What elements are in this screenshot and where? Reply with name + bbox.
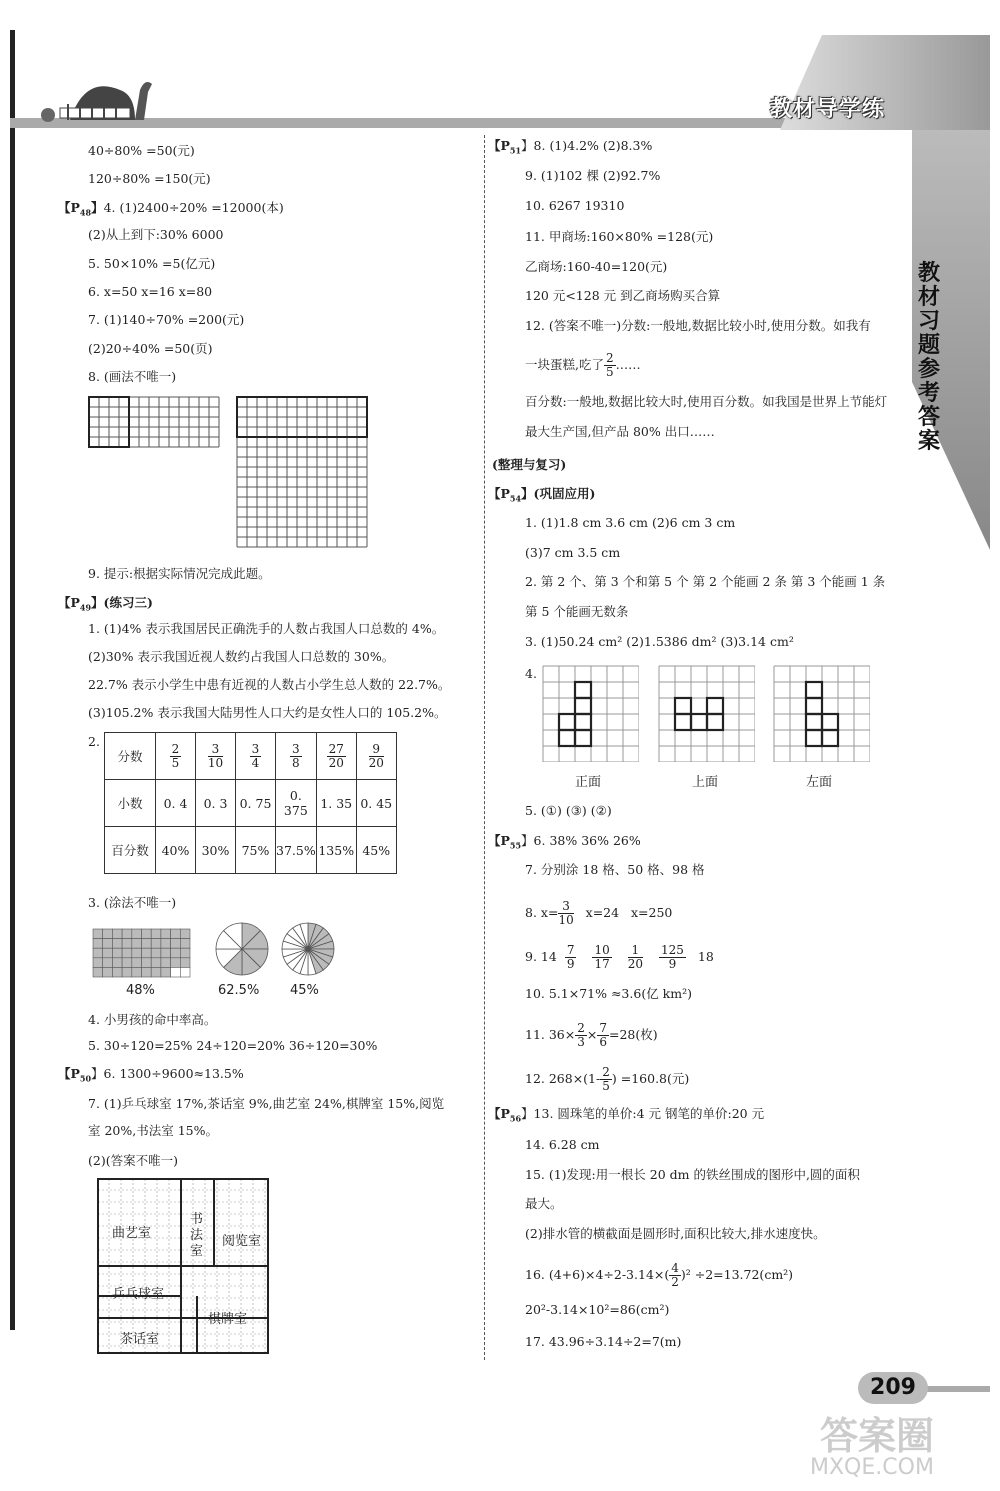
answer-line: 12. (答案不唯一)分数:一般地,数据比较小时,使用分数。如我有: [525, 318, 871, 333]
side-title: 教材习题参考答案: [918, 261, 941, 454]
answer-line: 17. 43.96÷3.14÷2=7(m): [525, 1334, 682, 1349]
room-label: 乒乓球室: [112, 1287, 165, 1302]
answer-line: 40÷80% =50(元): [88, 143, 195, 158]
grid-cell: [180, 929, 190, 939]
answer-line: 8. (画法不唯一): [88, 369, 177, 384]
grid-cell: [142, 967, 152, 977]
answer-line: 11. 甲商场:160×80% =128(元): [525, 229, 714, 244]
answer-line: 12. 268×(1- $\frac{2}{5}$ ) =160.8(元): [525, 1065, 690, 1093]
answer-line: 15. (1)发现:用一根长 20 dm 的铁丝围成的图形中,圆的面积: [525, 1167, 860, 1182]
fraction: $\frac{3}{10}$: [558, 899, 574, 927]
answer-line: 1. (1)1.8 cm 3.6 cm (2)6 cm 3 cm: [525, 515, 736, 530]
grid-cell: [112, 929, 122, 939]
grid-cell: [103, 958, 113, 968]
view-label: 上面: [692, 775, 719, 790]
table-cell: 0. 3: [196, 780, 236, 827]
grid-cell: [103, 939, 113, 949]
grid-cell: [112, 958, 122, 968]
view-cell: [707, 698, 723, 714]
answer-line: 9. 提示:根据实际情况完成此题。: [88, 566, 271, 581]
page-ref-56: 【$P_{56}$】13. 圆珠笔的单价:4 元 钢笔的单价:20 元: [488, 1106, 765, 1124]
fraction: $\frac{1}{20}$: [627, 943, 644, 971]
fraction: $\frac{4}{2}$: [671, 1261, 679, 1289]
grid-cell: [161, 929, 171, 939]
view-cell: [806, 682, 822, 698]
view-cell: [575, 698, 591, 714]
answer-line: (3)105.2% 表示我国大陆男性人口大约是女性人口的 105.2%。: [88, 705, 447, 720]
view-cell: [559, 714, 575, 730]
grid-cell: [180, 939, 190, 949]
answer-line: 5. 50×10% =5(亿元): [88, 256, 216, 271]
row-label: 小数: [105, 780, 156, 827]
view-cell: [691, 714, 707, 730]
row-label: 分数: [105, 733, 156, 780]
answer-line: (2)20÷40% =50(页): [88, 341, 213, 356]
grid-cell: [151, 967, 161, 977]
grid-cell: [142, 958, 152, 968]
pie-8: [214, 921, 270, 977]
grid-cell: [132, 948, 142, 958]
grid-cell: [122, 967, 132, 977]
table-cell: 0. 75: [236, 780, 276, 827]
answer-line: 9. (1)102 棵 (2)92.7%: [525, 168, 661, 183]
room-label: 阅览室: [222, 1234, 262, 1249]
answer-line: 1. (1)4% 表示我国居民正确洗手的人数占我国人口总数的 4%。: [88, 621, 445, 636]
answer-line: 10. 6267 19310: [525, 198, 625, 213]
grid-cell: [112, 939, 122, 949]
percent-label: 48%: [126, 983, 155, 998]
table-cell: $\frac{9}{20}$: [356, 733, 396, 780]
answer-line: 11. 36× $\frac{2}{3}$ × $\frac{7}{6}$ =28(枚): [525, 1021, 658, 1049]
answer-line: 最大生产国,但产品 80% 出口……: [525, 424, 715, 439]
view-cell: [675, 698, 691, 714]
table-cell: 30%: [196, 827, 236, 874]
fraction: $\frac{2}{5}$: [602, 1065, 610, 1093]
answer-line: 6. x=50 x=16 x=80: [88, 284, 213, 299]
table-cell: $\frac{27}{20}$: [316, 733, 356, 780]
grid-cell: [171, 958, 181, 968]
fraction-table: [104, 732, 397, 874]
grid-cell: [122, 958, 132, 968]
percent-label: 62.5%: [218, 983, 260, 998]
answer-line: (2)排水管的横截面是圆形时,面积比较大,排水速度快。: [525, 1226, 826, 1241]
grid-cell: [151, 939, 161, 949]
page-ref-55: 【$P_{55}$】6. 38% 36% 26%: [488, 833, 641, 851]
grid-cell: [132, 939, 142, 949]
grid-cell: [93, 967, 103, 977]
view-front: [542, 665, 639, 762]
fraction: $\frac{7}{6}$: [599, 1021, 607, 1049]
table-cell: $\frac{3}{8}$: [276, 733, 317, 780]
grid-cell: [93, 939, 103, 949]
grid-cell: [161, 958, 171, 968]
answer-line: 乙商场:160-40=120(元): [525, 259, 668, 274]
question-number: 2.: [88, 734, 100, 749]
answer-line: 2. 第 2 个、第 3 个和第 5 个 第 2 个能画 2 条 第 3 个能画 1 条: [525, 574, 886, 589]
table-cell: 45%: [356, 827, 396, 874]
grid-cell: [122, 929, 132, 939]
table-cell: 75%: [236, 827, 276, 874]
left-edge-bar: [10, 30, 15, 1330]
grid-cell: [180, 967, 190, 977]
row-label: 百分数: [105, 827, 156, 874]
fraction: $\frac{7}{9}$: [566, 943, 575, 971]
grid-cell: [151, 958, 161, 968]
table-cell: 40%: [156, 827, 196, 874]
answer-line: 百分数:一般地,数据比较大时,使用百分数。如我国是世界上节能灯: [525, 394, 888, 409]
grid-cell: [103, 929, 113, 939]
answer-line: 16. (4+6)×4÷2-3.14×( $\frac{4}{2}$ )² ÷2=13.72(cm²): [525, 1261, 794, 1289]
grid-cell: [93, 929, 103, 939]
grid-cell: [171, 939, 181, 949]
grid-cell: [132, 958, 142, 968]
view-cell: [806, 714, 822, 730]
answer-line: 8. x= $\frac{3}{10}$ x=24 x=250: [525, 899, 673, 927]
shaded-grid: [92, 928, 192, 978]
section-title: (整理与复习): [492, 457, 567, 472]
answer-line: (3)7 cm 3.5 cm: [525, 545, 621, 560]
view-left: [773, 665, 870, 762]
table-cell: 0. 375: [276, 780, 317, 827]
answer-line: 室 20%,书法室 15%。: [88, 1123, 218, 1138]
grid-cell: [122, 939, 132, 949]
watermark-url: MXQE.COM: [810, 1455, 934, 1480]
grid-drawing-small: [88, 396, 220, 450]
answer-line: 5. 30÷120=25% 24÷120=20% 36÷120=30%: [88, 1038, 378, 1053]
room-label: 棋牌室: [208, 1312, 248, 1327]
answer-line: 9. 14 $\frac{7}{9}$ $\frac{10}{17}$ $\frac{1}{20}$ $\frac{125}{9}$ 18: [525, 943, 714, 971]
view-label: 左面: [806, 775, 833, 790]
table-cell: 37.5%: [276, 827, 317, 874]
view-cell: [806, 730, 822, 746]
page-ref-54: 【$P_{54}$】(巩固应用): [488, 486, 596, 504]
view-cell: [822, 730, 838, 746]
page-ref-51: 【$P_{51}$】8. (1)4.2% (2)8.3%: [488, 138, 653, 156]
grid-cell: [161, 939, 171, 949]
grid-cell: [180, 948, 190, 958]
answer-line: 3. (1)50.24 cm² (2)1.5386 dm² (3)3.14 cm²: [525, 634, 794, 649]
grid-cell: [142, 929, 152, 939]
grid-cell: [142, 939, 152, 949]
answer-line: (2)从上到下:30% 6000: [88, 227, 224, 242]
view-cell: [806, 698, 822, 714]
room-label: 曲艺室: [112, 1226, 152, 1241]
answer-line: (2)(答案不唯一): [88, 1153, 178, 1168]
answer-line: 10. 5.1×71% ≈3.6(亿 km²): [525, 986, 692, 1001]
grid-cell: [171, 929, 181, 939]
grid-cell: [142, 948, 152, 958]
view-cell: [822, 714, 838, 730]
answer-line: 7. (1)140÷70% =200(元): [88, 312, 245, 327]
fraction: $\frac{2}{5}$: [605, 351, 614, 379]
watermark-logo: 答案圈: [820, 1414, 935, 1458]
fraction: $\frac{125}{9}$: [661, 943, 684, 971]
grid-cell: [103, 967, 113, 977]
fraction: $\frac{10}{17}$: [594, 943, 610, 971]
answer-line: 7. (1)乒乓球室 17%,茶话室 9%,曲艺室 24%,棋牌室 15%,阅览: [88, 1096, 445, 1111]
grid-cell: [180, 958, 190, 968]
view-label: 正面: [575, 775, 602, 790]
grid-cell: [132, 967, 142, 977]
fraction: $\frac{2}{3}$: [577, 1021, 585, 1049]
page-ref-49: 【$P_{49}$】(练习三): [58, 595, 153, 613]
answer-line: 22.7% 表示小学生中患有近视的人数占小学生总人数的 22.7%。: [88, 677, 451, 692]
page-number: 209: [858, 1372, 928, 1404]
answer-line: 20²-3.14×10²=86(cm²): [525, 1302, 670, 1317]
table-cell: 0. 45: [356, 780, 396, 827]
grid-cell: [103, 948, 113, 958]
grid-cell: [161, 967, 171, 977]
question-number: 4.: [525, 666, 537, 681]
page-ref-50: 【$P_{50}$】6. 1300÷9600≈13.5%: [58, 1066, 244, 1084]
answer-line: 5. (①) (③) (②): [525, 803, 612, 818]
grid-cell: [93, 958, 103, 968]
answer-line: 120 元<128 元 到乙商场购买合算: [525, 288, 721, 303]
percent-label: 45%: [290, 983, 319, 998]
grid-cell: [151, 929, 161, 939]
view-cell: [575, 714, 591, 730]
answer-line: 120÷80% =150(元): [88, 171, 211, 186]
table-cell: $\frac{3}{4}$: [236, 733, 276, 780]
table-cell: 135%: [316, 827, 356, 874]
room-label: 书法室: [190, 1212, 204, 1259]
table-cell: 1. 35: [316, 780, 356, 827]
answer-line: 3. (涂法不唯一): [88, 895, 177, 910]
answer-line: 4. 小男孩的命中率高。: [88, 1012, 217, 1027]
grid-cell: [93, 948, 103, 958]
page-ref-48: 【$P_{48}$】4. (1)2400÷20% =12000(本): [58, 200, 284, 218]
table-cell: $\frac{2}{5}$: [156, 733, 196, 780]
table-cell: 0. 4: [156, 780, 196, 827]
grid-drawing-large: [236, 396, 368, 551]
brand-title: 教材导学练: [770, 97, 886, 122]
table-cell: $\frac{3}{10}$: [196, 733, 236, 780]
view-cell: [575, 730, 591, 746]
view-cell: [575, 682, 591, 698]
view-cell: [675, 714, 691, 730]
answer-line: 一块蛋糕,吃了 $\frac{2}{5}$ ……: [525, 351, 641, 379]
view-cell: [707, 714, 723, 730]
room-label: 茶话室: [120, 1332, 160, 1347]
answer-line: 7. 分别涂 18 格、50 格、98 格: [525, 862, 705, 877]
grid-cell: [112, 967, 122, 977]
view-cell: [559, 730, 575, 746]
column-divider: [484, 135, 486, 1360]
view-top: [658, 665, 755, 762]
grid-cell: [161, 948, 171, 958]
answer-line: (2)30% 表示我国近视人数约占我国人口总数的 30%。: [88, 649, 395, 664]
grid-cell: [122, 948, 132, 958]
grid-cell: [171, 948, 181, 958]
answer-line: 第 5 个能画无数条: [525, 604, 629, 619]
page-number-band: [920, 1386, 990, 1392]
grid-cell: [112, 948, 122, 958]
answer-line: 14. 6.28 cm: [525, 1137, 600, 1152]
header-decoration: [40, 70, 160, 125]
pie-20: [280, 921, 336, 977]
grid-cell: [132, 929, 142, 939]
grid-cell: [171, 967, 181, 977]
answer-line: 最大。: [525, 1196, 563, 1211]
grid-cell: [151, 948, 161, 958]
